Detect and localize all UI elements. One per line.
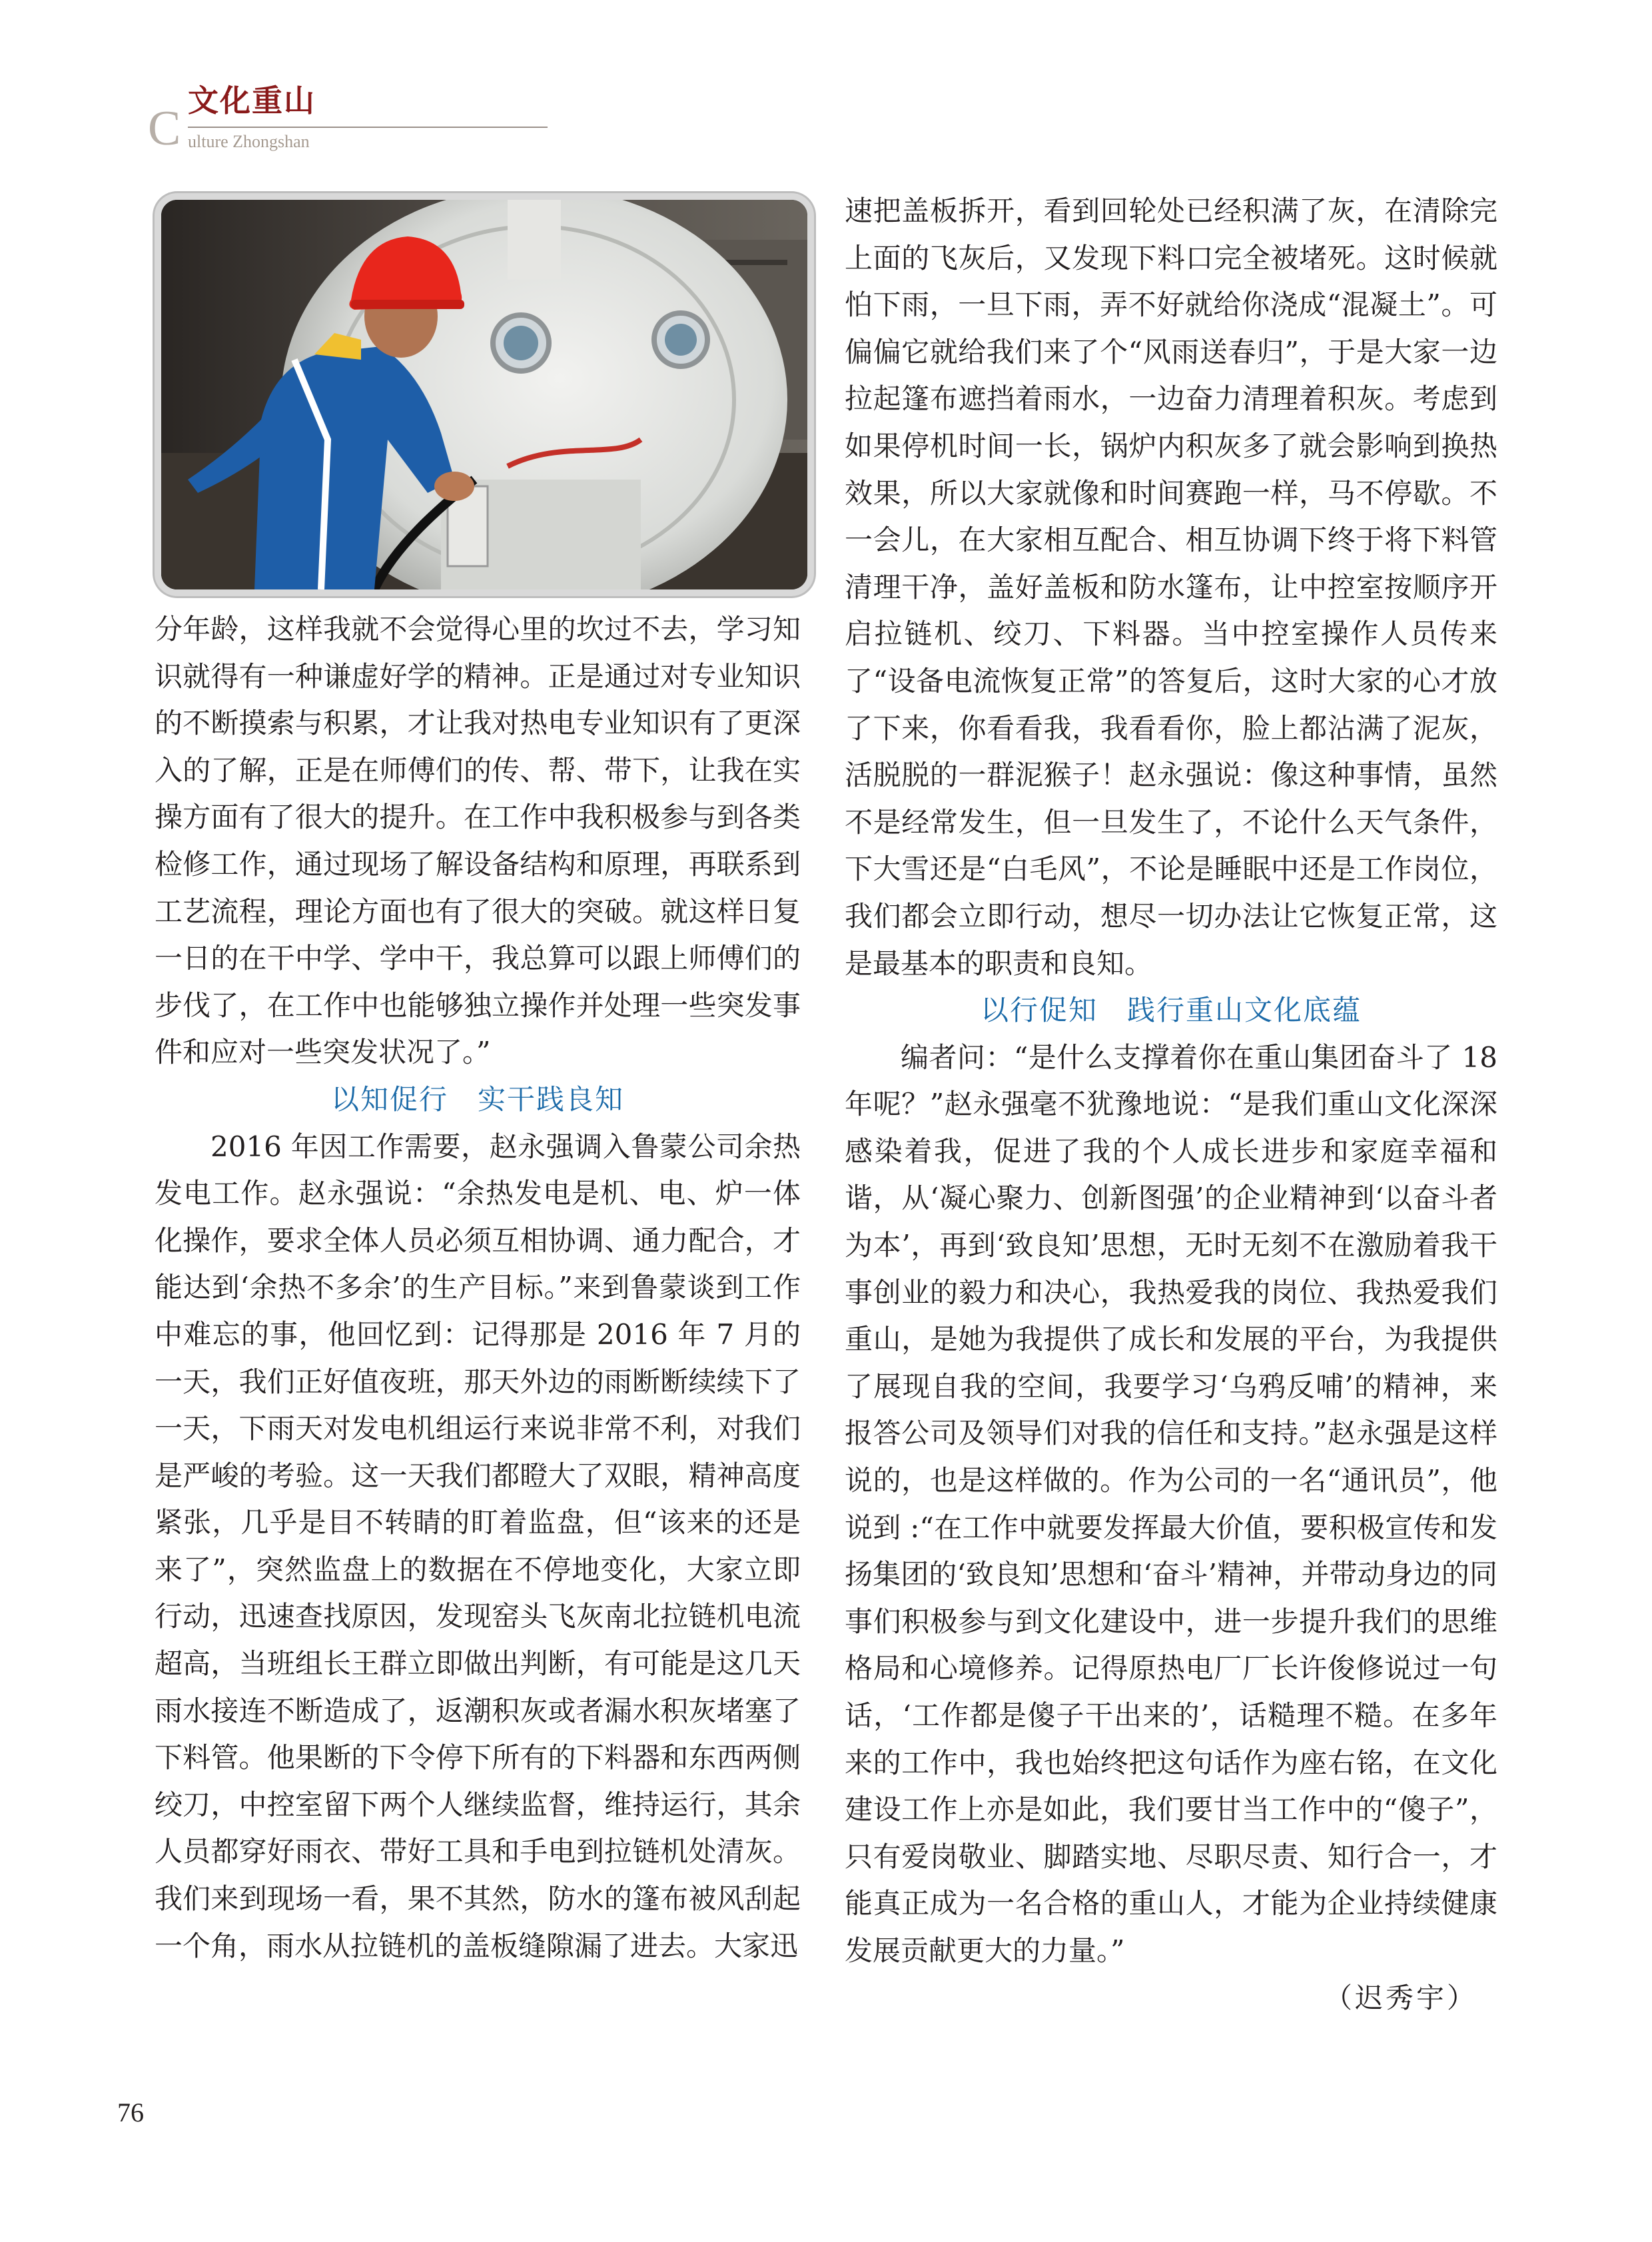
author-signature: （迟秀宇） (1324, 1981, 1477, 2014)
right-paragraph-1: 速把盖板拆开，看到回轮处已经积满了灰，在清除完上面的飞灰后，又发现下料口完全被堵死。这时候就怕下雨，一旦下雨，弄不好就给你浇成“混凝土”。可偏偏它就给我们来了个“风雨送春归”，于是大家一边拉起篷布遮挡着雨水，一边奋力清理着积灰。考虑到如果停机时间一长，锅炉内积灰多了就会影响到换热效果，所以大家就像和时间赛跑一样，马不停歇。不一会儿，在大家相互配合、相互协调下终于将下料管清理干净，盖好盖板和防水篷布，让中控室按顺序开启拉链机、绞刀、下料器。当中控室操作人员传来了“设备电流恢复正常”的答复后，这时大家的心才放了下来，你看看我，我看看你，脸上都沾满了泥灰，活脱脱的一群泥猴子！赵永强说：像这种事情，虽然不是经常发生，但一旦发生了，不论什么天气条件，下大雪还是“白毛风”，不论是睡眠中还是工作岗位，我们都会立即行动，想尽一切办法让它恢复正常，这是最基本的职责和良知。 (845, 194, 1497, 980)
masthead-rule (188, 127, 548, 128)
masthead-initial: C (148, 101, 181, 156)
page-number: 76 (117, 2097, 144, 2127)
left-paragraph-1: 分年龄，这样我就不会觉得心里的坎过不去，学习知识就得有一种谦虚好学的精神。正是通过对专业知识的不断摸索与积累，才让我对热电专业知识有了更深入的了解，正是在师傅们的传、帮、带下，让我在实操方面有了很大的提升。在工作中我积极参与到各类检修工作，通过现场了解设备结构和原理，再联系到工艺流程，理论方面也有了很大的突破。就这样日复一日的在干中学、学中干，我总算可以跟上师傅们的步伐了，在工作中也能够独立操作并处理一些突发事件和应对一些突发状况了。” (155, 613, 801, 1069)
left-column (155, 606, 801, 1970)
section-heading-left: 以知促行 实干践良知 (330, 1082, 624, 1116)
masthead (148, 79, 401, 159)
masthead-title: 文化重山 (188, 83, 316, 119)
masthead-subtitle: ulture Zhongshan (188, 132, 310, 151)
right-column (845, 188, 1497, 2022)
left-paragraph-2: 2016 年因工作需要，赵永强调入鲁蒙公司余热发电工作。赵永强说：“余热发电是机、电、炉一体化操作，要求全体人员必须互相协调、通力配合，才能达到‘余热不多余’的生产目标。”来到鲁蒙谈到工作中难忘的事，他回忆到：记得那是 2016 年 7 月的一天，我们正好值夜班，那天外边的雨断断续续下了一天，下雨天对发电机组运行来说非常不利，对我们是严峻的考验。这一天我们都瞪大了双眼，精神高度紧张，几乎是目不转睛的盯着监盘，但“该来的还是来了”，突然监盘上的数据在不停地变化，大家立即行动，迅速查找原因，发现窑头飞灰南北拉链机电流超高，当班组长王群立即做出判断，有可能是这几天雨水接连不断造成了，返潮积灰或者漏水积灰堵塞了下料管。他果断的下令停下所有的下料器和东西两侧绞刀，中控室留下两个人继续监督，维持运行，其余人员都穿好雨衣、带好工具和手电到拉链机处清灰。我们来到现场一看，果不其然，防水的篷布被风刮起一个角，雨水从拉链机的盖板缝隙漏了进去。大家迅 (155, 1130, 801, 1962)
right-paragraph-2: 编者问：“是什么支撑着你在重山集团奋斗了 18 年呢？”赵永强毫不犹豫地说：“是我们重山文化深深感染着我，促进了我的个人成长进步和家庭幸福和谐，从‘凝心聚力、创新图强’的企业精神到‘以奋斗者为本’，再到‘致良知’思想，无时无刻不在激励着我干事创业的毅力和决心，我热爱我的岗位、我热爱我们重山，是她为我提供了成长和发展的平台，为我提供了展现自我的空间，我要学习‘乌鸦反哺’的精神，来报答公司及领导们对我的信任和支持。”赵永强是这样说的，也是这样做的。作为公司的一名“通讯员”，他说到 :“在工作中就要发挥最大价值，要积极宣传和发扬集团的‘致良知’思想和‘奋斗’精神，并带动身边的同事们积极参与到文化建设中，进一步提升我们的思维格局和心境修养。记得原热电厂厂长许俊修说过一句话，‘工作都是傻子干出来的’，话糙理不糙。在多年来的工作中，我也始终把这句话作为座右铭，在文化建设工作上亦是如此，我们要甘当工作中的“傻子”，只有爱岗敬业、脚踏实地、尽职尽责、知行合一，才能真正成为一名合格的重山人，才能为企业持续健康发展贡献更大的力量。” (845, 1040, 1497, 1967)
worker-photo-icon (161, 200, 807, 589)
worker-photo (155, 193, 814, 596)
section-heading-right: 以行促知 践行重山文化底蕴 (980, 994, 1362, 1027)
